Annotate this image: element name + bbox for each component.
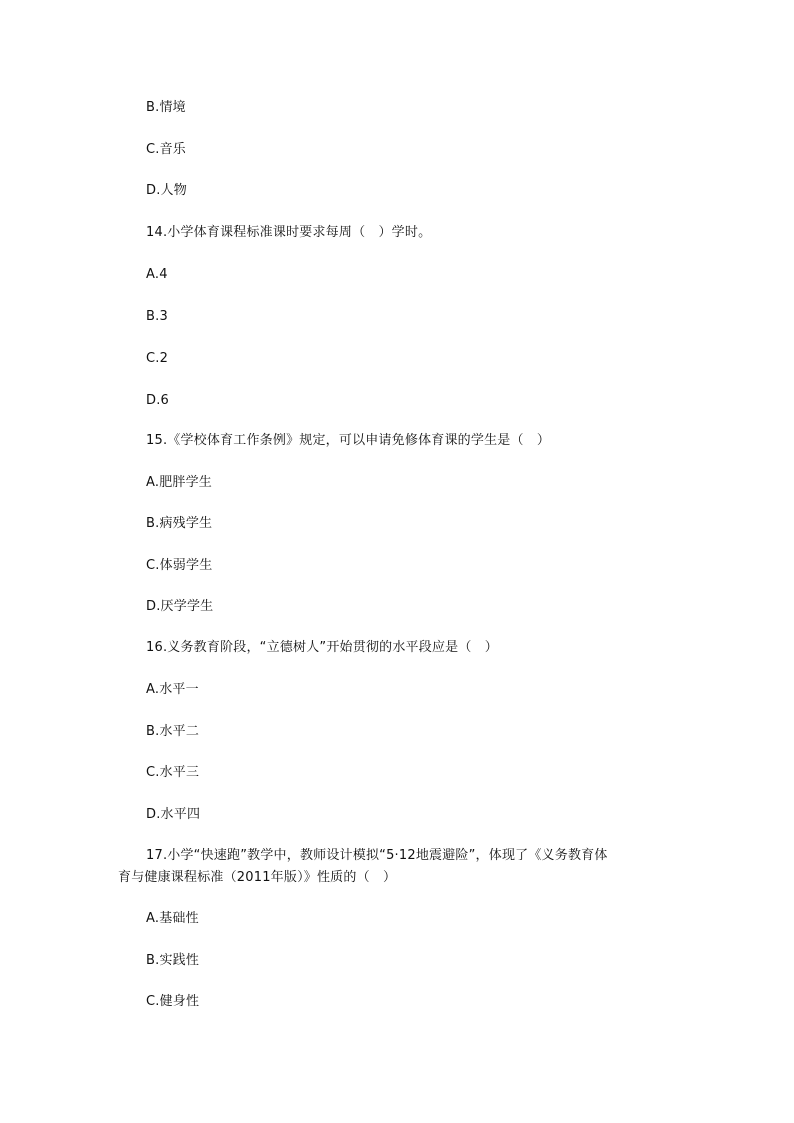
q13-option-b: B.情境 [146,100,186,115]
q13-option-c: C.音乐 [146,142,187,157]
q15-option-d: D.厌学学生 [146,599,214,614]
q17-option-b: B.实践性 [146,953,200,968]
q15-option-b: B.病残学生 [146,516,213,531]
q14-option-c: C.2 [146,351,169,366]
q16-option-b: B.水平二 [146,724,200,739]
q16-question: 16.义务教育阶段，“立德树人”开始贯彻的水平段应是（ ） [146,640,498,655]
q14-option-a: A.4 [146,267,168,282]
q14-option-d: D.6 [146,393,170,408]
q15-option-a: A.肥胖学生 [146,475,212,490]
q17-question-line2: 育与健康课程标准（2011年版）》性质的（ ） [118,870,397,885]
q13-option-d: D.人物 [146,183,187,198]
q15-option-c: C.体弱学生 [146,558,213,573]
q16-option-c: C.水平三 [146,765,200,780]
q17-option-a: A.基础性 [146,911,199,926]
q17-question-line1: 17.小学“快速跑”教学中，教师设计模拟“5·12地震避险”，体现了《义务教育体 [146,848,608,863]
q17-question [118,845,678,889]
q14-question: 14.小学体育课程标准课时要求每周（ ）学时。 [146,225,432,240]
q16-option-d: D.水平四 [146,807,201,822]
q14-option-b: B.3 [146,309,168,324]
q16-option-a: A.水平一 [146,682,199,697]
q17-option-c: C.健身性 [146,994,200,1009]
q15-question: 15.《学校体育工作条例》规定，可以申请免修体育课的学生是（ ） [146,433,551,448]
